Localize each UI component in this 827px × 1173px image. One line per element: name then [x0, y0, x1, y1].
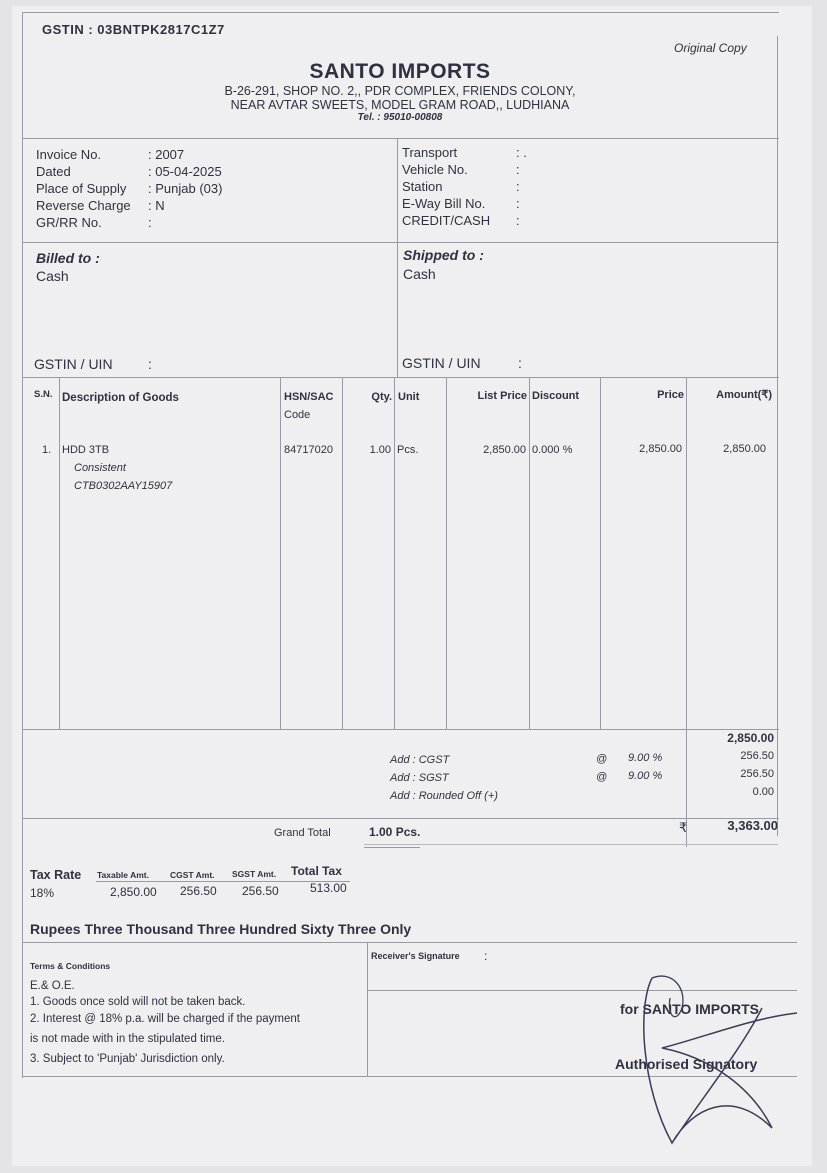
terms-line: 3. Subject to 'Punjab' Jurisdiction only. [30, 1053, 225, 1065]
info-label: Place of Supply [36, 181, 127, 196]
col-header-hsn: HSN/SAC [284, 391, 334, 403]
divider [364, 847, 420, 848]
info-row [36, 214, 396, 231]
divider [22, 818, 779, 819]
company-name: SANTO IMPORTS [309, 60, 491, 83]
invoice-paper [12, 6, 812, 1166]
add-sgst-rate: 9.00 % [628, 770, 663, 782]
info-value: : [516, 213, 520, 228]
col-header-unit: Unit [398, 391, 420, 403]
shipped-gstin-colon: : [518, 355, 522, 371]
col-header-price: Price [657, 389, 684, 401]
left-border [22, 12, 23, 1078]
info-label: Transport [402, 145, 458, 160]
info-value: : 05-04-2025 [148, 164, 222, 179]
info-value: : 2007 [148, 147, 185, 162]
info-value: : [516, 196, 520, 211]
divider [22, 942, 797, 943]
info-value: : Punjab (03) [148, 181, 223, 196]
divider [364, 844, 778, 845]
col-header-sn: S.N. [34, 389, 53, 400]
add-cgst-at: @ [596, 753, 608, 765]
info-value: : [148, 215, 152, 230]
currency-icon: ₹ [679, 820, 688, 835]
tax-row-taxable: 2,850.00 [110, 885, 157, 899]
info-row [36, 146, 396, 163]
info-label: Reverse Charge [36, 198, 131, 213]
item-list-price: 2,850.00 [483, 444, 526, 456]
col-header-discount: Discount [532, 390, 580, 402]
grand-total-amount: 3,363.00 [727, 818, 778, 833]
gstin-header: GSTIN : 03BNTPK2817C1Z7 [42, 22, 225, 37]
add-sgst-amount: 256.50 [740, 768, 774, 780]
right-border [777, 36, 778, 836]
item-unit: Pcs. [397, 444, 419, 456]
col-divider [280, 377, 281, 729]
col-divider [59, 377, 60, 729]
subtotal-amount: 2,850.00 [727, 731, 774, 745]
info-row [402, 161, 762, 178]
info-label: Dated [36, 164, 71, 179]
info-row [36, 197, 396, 214]
item-hsn: 84717020 [284, 444, 333, 456]
info-row [36, 180, 396, 197]
shipped-to-label: Shipped to : [403, 247, 484, 263]
info-row [402, 195, 762, 212]
terms-title: Terms & Conditions [30, 961, 111, 971]
col-divider [600, 377, 601, 729]
info-row [402, 178, 762, 195]
grand-total-label: Grand Total [274, 827, 331, 839]
col-header-amount: Amount(₹) [716, 389, 772, 401]
item-desc: HDD 3TB [62, 444, 110, 456]
add-rounded-label: Add : Rounded Off (+) [390, 790, 498, 802]
tax-header-taxable: Taxable Amt. [97, 870, 149, 880]
grand-total-qty: 1.00 Pcs. [369, 825, 421, 839]
tax-header-rate: Tax Rate [30, 868, 82, 882]
billed-to-name: Cash [36, 268, 69, 284]
billed-gstin-colon: : [148, 356, 152, 372]
divider [397, 138, 398, 378]
info-value: : [516, 162, 520, 177]
col-divider [529, 377, 530, 729]
info-label: Invoice No. [36, 147, 102, 162]
shipped-to-name: Cash [403, 266, 436, 282]
info-label: Vehicle No. [402, 162, 468, 177]
item-sn: 1. [42, 444, 52, 456]
info-row [402, 212, 762, 229]
tax-summary [30, 864, 360, 900]
terms-line: 2. Interest @ 18% p.a. will be charged if the payment [30, 1013, 300, 1025]
item-desc-brand: Consistent [74, 462, 126, 474]
tax-header-sgst: SGST Amt. [232, 869, 277, 879]
add-cgst-amount: 256.50 [740, 750, 774, 762]
authorised-signatory: Authorised Signatory [615, 1056, 758, 1072]
item-price: 2,850.00 [639, 443, 682, 455]
add-cgst-label: Add : CGST [390, 754, 450, 766]
item-discount: 0.000 % [532, 444, 573, 456]
col-header-hsn-code: Code [284, 409, 311, 421]
divider [22, 242, 779, 243]
info-label: GR/RR No. [36, 215, 102, 230]
tax-header-total: Total Tax [291, 864, 342, 878]
invoice-info-right [402, 144, 762, 229]
receiver-signature-colon: : [484, 949, 488, 963]
copy-label: Original Copy [674, 41, 747, 55]
terms-line: 1. Goods once sold will not be taken back. [30, 996, 246, 1008]
info-value: : [516, 179, 520, 194]
terms-line: is not made with in the stipulated time. [30, 1033, 225, 1045]
tax-row-rate: 18% [30, 886, 55, 900]
info-label: E-Way Bill No. [402, 196, 486, 211]
item-desc-serial: CTB0302AAY15907 [74, 480, 173, 492]
receiver-signature-label: Receiver's Signature [371, 951, 460, 961]
col-header-qty: Qty. [371, 391, 392, 403]
address-line1: B-26-291, SHOP NO. 2,, PDR COMPLEX, FRIENDS COLONY, [224, 84, 576, 98]
info-value: : . [516, 145, 527, 160]
col-header-desc: Description of Goods [62, 392, 179, 404]
amount-in-words: Rupees Three Thousand Three Hundred Sixty Three Only [30, 921, 412, 937]
billed-gstin-label: GSTIN / UIN [34, 356, 113, 372]
info-label: CREDIT/CASH [402, 213, 491, 228]
tax-row-sgst: 256.50 [242, 884, 279, 898]
tax-row-cgst: 256.50 [180, 884, 217, 898]
info-row [36, 163, 396, 180]
tax-header-cgst: CGST Amt. [170, 870, 215, 880]
for-company: for SANTO IMPORTS [620, 1001, 759, 1017]
telephone: Tel. : 95010-00808 [357, 112, 443, 123]
invoice-info-left [36, 146, 396, 231]
table-row [12, 440, 782, 500]
col-divider [342, 377, 343, 729]
item-qty: 1.00 [369, 444, 391, 456]
shipped-gstin-label: GSTIN / UIN [402, 355, 481, 371]
info-label: Station [402, 179, 443, 194]
address-line2: NEAR AVTAR SWEETS, MODEL GRAM ROAD,, LUDHIANA [230, 98, 570, 112]
top-border [22, 12, 779, 13]
divider [22, 138, 779, 139]
item-amount: 2,850.00 [723, 443, 766, 455]
col-divider [446, 377, 447, 729]
divider [367, 942, 368, 1076]
col-divider [394, 377, 395, 729]
info-row [402, 144, 762, 161]
col-header-list-price: List Price [477, 390, 527, 402]
add-sgst-label: Add : SGST [390, 772, 449, 784]
handwritten-signature [632, 968, 802, 1148]
billed-to-label: Billed to : [36, 250, 100, 266]
add-rounded-amount: 0.00 [752, 786, 774, 798]
divider [22, 729, 779, 730]
add-cgst-rate: 9.00 % [628, 752, 663, 764]
tax-row-total: 513.00 [310, 881, 347, 895]
add-sgst-at: @ [596, 771, 608, 783]
divider [22, 377, 779, 378]
terms-eoe: E.& O.E. [30, 980, 75, 992]
info-value: : N [148, 198, 165, 213]
